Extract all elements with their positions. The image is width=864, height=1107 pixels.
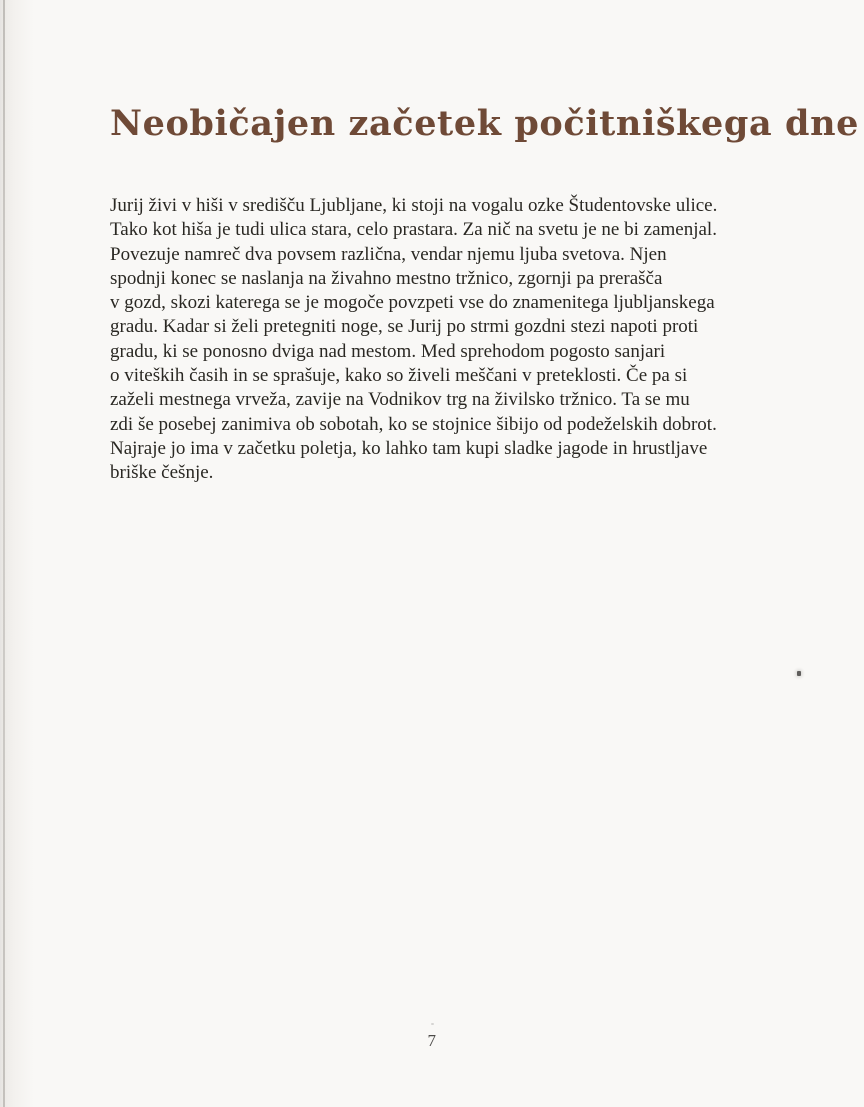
text-line: briške češnje. bbox=[110, 462, 214, 484]
text-line: Jurij živi v hiši v središču Ljubljane, ki stoji na vogalu ozke Študentovske ulice. bbox=[110, 195, 718, 216]
text-line: o viteških časih in se sprašuje, kako so živeli meščani v preteklosti. Če pa si bbox=[110, 365, 688, 387]
text-line: zdi še posebej zanimiva ob sobotah, ko se stojnice šibijo od podeželskih dobrot. bbox=[110, 413, 717, 435]
chapter-title: Neobičajen začetek počitniškega dne bbox=[110, 103, 860, 144]
text-line: gradu, ki se ponosno dviga nad mestom. Med sprehodom pogosto sanjari bbox=[110, 340, 666, 362]
text-line: Najraje jo ima v začetku poletja, ko lahko tam kupi sladke jagode in hrustljave bbox=[110, 437, 708, 459]
text-line: v gozd, skozi katerega se je mogoče povzpeti vse do znamenitega ljubljanskega bbox=[110, 292, 715, 314]
text-line: gradu. Kadar si želi pretegniti noge, se Jurij po strmi gozdni stezi napoti proti bbox=[110, 316, 699, 338]
text-line: Povezuje namreč dva povsem različna, vendar njemu ljuba svetova. Njen bbox=[110, 243, 667, 265]
scan-speck bbox=[431, 1023, 434, 1025]
text-line: spodnji konec se naslanja na živahno mestno tržnico, zgornji pa prerašča bbox=[110, 267, 663, 289]
body-paragraph bbox=[110, 194, 800, 486]
scan-speck bbox=[797, 671, 801, 676]
scan-gutter-shadow bbox=[0, 0, 34, 1107]
text-line: zaželi mestnega vrveža, zavije na Vodnikov trg na živilsko tržnico. Ta se mu bbox=[110, 389, 690, 411]
text-line: Tako kot hiša je tudi ulica stara, celo prastara. Za nič na svetu je ne bi zamenjal. bbox=[110, 219, 717, 241]
page-number: 7 bbox=[427, 1031, 437, 1050]
scan-gutter-line bbox=[3, 0, 5, 1107]
